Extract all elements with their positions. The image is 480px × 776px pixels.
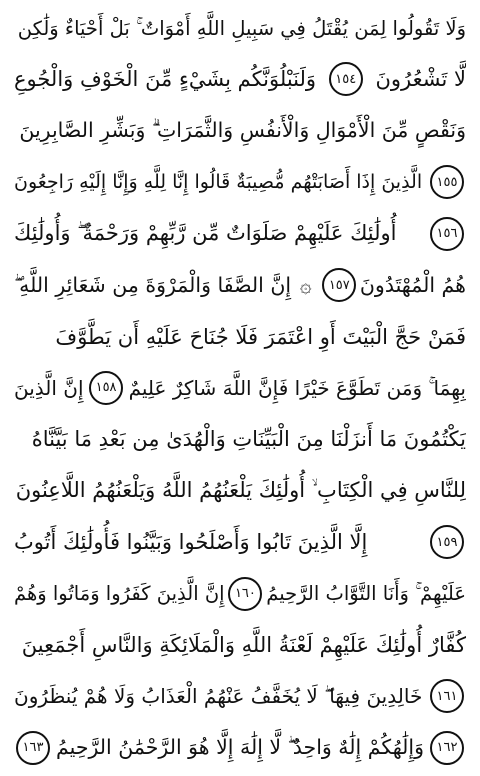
- verse-text: لِلنَّاسِ فِي الْكِتَابِ ۙ أُولَٰئِكَ يَلْعَنُهُمُ اللَّهُ وَيَلْعَنُهُمُ اللَّاعِنُونَ: [15, 478, 466, 503]
- verse-text: يَكْتُمُونَ مَا أَنزَلْنَا مِنَ الْبَيِّنَاتِ وَالْهُدَىٰ مِن بَعْدِ مَا بَيَّنَّاهُ: [31, 427, 466, 452]
- verse-text: وَإِلَٰهُكُمْ إِلَٰهٌ وَاحِدٌ ۖ لَّا إِلَٰهَ إِلَّا هُوَ الرَّحْمَٰنُ الرَّحِيمُ: [55, 735, 425, 760]
- text-line-13: [14, 621, 466, 669]
- text-line-5: [14, 210, 466, 258]
- ayah-number-marker: ١٥٦: [430, 217, 464, 251]
- verse-text: فَمَنْ حَجَّ الْبَيْتَ أَوِ اعْتَمَرَ فَلَا جُنَاحَ عَلَيْهِ أَن يَطَّوَّفَ: [55, 324, 466, 349]
- verse-text: إِنَّ الصَّفَا وَالْمَرْوَةَ مِن شَعَائِرِ اللَّهِ ۖ: [14, 272, 292, 297]
- verse-text: إِنَّ الَّذِينَ: [14, 375, 84, 400]
- ayah-number-marker: ١٥٤: [329, 62, 363, 96]
- text-line-6: [14, 261, 466, 309]
- verse-text: وَلَا تَقُولُوا لِمَن يُقْتَلُ فِي سَبِيلِ اللَّهِ أَمْوَاتٌ ۚ بَلْ أَحْيَاءٌ وَلَٰكِن: [17, 16, 466, 40]
- text-line-4: [14, 158, 466, 206]
- verse-text: إِلَّا الَّذِينَ تَابُوا وَأَصْلَحُوا وَبَيَّنُوا فَأُولَٰئِكَ أَتُوبُ: [14, 530, 368, 555]
- ayah-number-marker: ١٥٨: [89, 371, 123, 405]
- ayah-number-marker: ١٥٥: [430, 165, 464, 199]
- verse-text: هُمُ الْمُهْتَدُونَ: [359, 273, 466, 298]
- verse-text: عَلَيْهِمْ ۚ وَأَنَا التَّوَّابُ الرَّحِيمُ: [266, 582, 466, 606]
- ayah-number-marker: ١٥٧: [322, 268, 356, 302]
- ayah-number-marker: ١٦١: [430, 679, 464, 713]
- verse-text: أُولَٰئِكَ عَلَيْهِمْ صَلَوَاتٌ مِّن رَّبِّهِمْ وَرَحْمَةٌ ۖ وَأُولَٰئِكَ: [14, 221, 397, 246]
- ayah-number-marker: ١٦٠: [228, 577, 262, 611]
- verse-text: كُفَّارٌ أُولَٰئِكَ عَلَيْهِمْ لَعْنَةُ اللَّهِ وَالْمَلَائِكَةِ وَالنَّاسِ أَجْمَعِينَ: [21, 633, 466, 658]
- text-line-12: [14, 570, 466, 618]
- text-line-9: [14, 415, 466, 463]
- text-line-15: [14, 724, 466, 772]
- text-line-10: [14, 467, 466, 515]
- text-line-7: [14, 313, 466, 361]
- text-line-2: [14, 55, 466, 103]
- rub-el-hizb-icon: ۞: [299, 273, 312, 298]
- text-line-14: [14, 672, 466, 720]
- ayah-number-marker: ١٦٢: [430, 731, 464, 765]
- text-line-11: [14, 518, 466, 566]
- ayah-number-marker: ١٥٩: [430, 525, 464, 559]
- ayah-number-marker: ١٦٣: [16, 731, 50, 765]
- text-lines: [14, 4, 466, 772]
- verse-text: وَلَنَبْلُوَنَّكُم بِشَيْءٍ مِّنَ الْخَوْفِ وَالْجُوعِ: [14, 67, 317, 92]
- verse-text: بِهِمَا ۚ وَمَن تَطَوَّعَ خَيْرًا فَإِنَّ اللَّهَ شَاكِرٌ عَلِيمٌ: [128, 375, 466, 400]
- verse-text: خَالِدِينَ فِيهَا ۖ لَا يُخَفَّفُ عَنْهُمُ الْعَذَابُ وَلَا هُمْ يُنظَرُونَ: [14, 684, 423, 709]
- text-line-3: [14, 107, 466, 155]
- verse-text: لَّا تَشْعُرُونَ: [375, 67, 466, 92]
- text-line-1: [14, 4, 466, 52]
- verse-text: إِنَّ الَّذِينَ كَفَرُوا وَمَاتُوا وَهُمْ: [14, 582, 225, 606]
- text-line-8: [14, 364, 466, 412]
- verse-text: وَنَقْصٍ مِّنَ الْأَمْوَالِ وَالْأَنفُسِ وَالثَّمَرَاتِ ۗ وَبَشِّرِ الصَّابِرِينَ: [19, 118, 466, 143]
- verse-text: الَّذِينَ إِذَا أَصَابَتْهُم مُّصِيبَةٌ قَالُوا إِنَّا لِلَّهِ وَإِنَّا إِلَيْهِ رَاجِعُونَ: [14, 171, 423, 194]
